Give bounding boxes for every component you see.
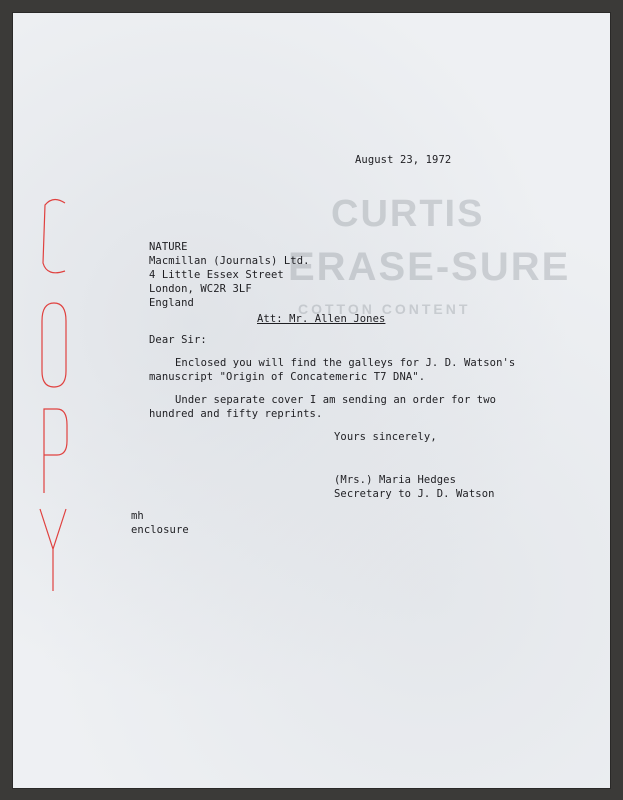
copy-letter-p (44, 409, 67, 493)
attention-line: Att: Mr. Allen Jones (257, 313, 386, 325)
enclosure-note: enclosure (131, 524, 189, 536)
watermark-line-1: CURTIS (331, 193, 485, 235)
address-line-4: London, WC2R 3LF (149, 283, 252, 295)
typist-initials: mh (131, 510, 144, 522)
signature-name: (Mrs.) Maria Hedges (334, 474, 457, 486)
watermark-line-3: COTTON CONTENT (298, 301, 471, 317)
letter-date: August 23, 1972 (355, 154, 452, 166)
address-line-5: England (149, 297, 194, 309)
paragraph-2-line-2: hundred and fifty reprints. (149, 408, 323, 420)
copy-letter-y (40, 509, 66, 591)
address-line-1: NATURE (149, 241, 188, 253)
watermark-line-2: ERASE-SURE (288, 245, 571, 289)
salutation: Dear Sir: (149, 334, 207, 346)
letter-page (13, 13, 610, 788)
paragraph-1-line-1: Enclosed you will find the galleys for J. D. Watson's (175, 357, 516, 369)
copy-letter-o (42, 303, 66, 387)
closing: Yours sincerely, (334, 431, 437, 443)
paragraph-2-line-1: Under separate cover I am sending an order for two (175, 394, 497, 406)
signature-title: Secretary to J. D. Watson (334, 488, 495, 500)
copy-letter-c (43, 199, 65, 272)
copy-stamp (35, 193, 71, 593)
paragraph-1-line-2: manuscript "Origin of Concatemeric T7 DNA". (149, 371, 426, 383)
address-line-3: 4 Little Essex Street (149, 269, 284, 281)
address-line-2: Macmillan (Journals) Ltd. (149, 255, 310, 267)
